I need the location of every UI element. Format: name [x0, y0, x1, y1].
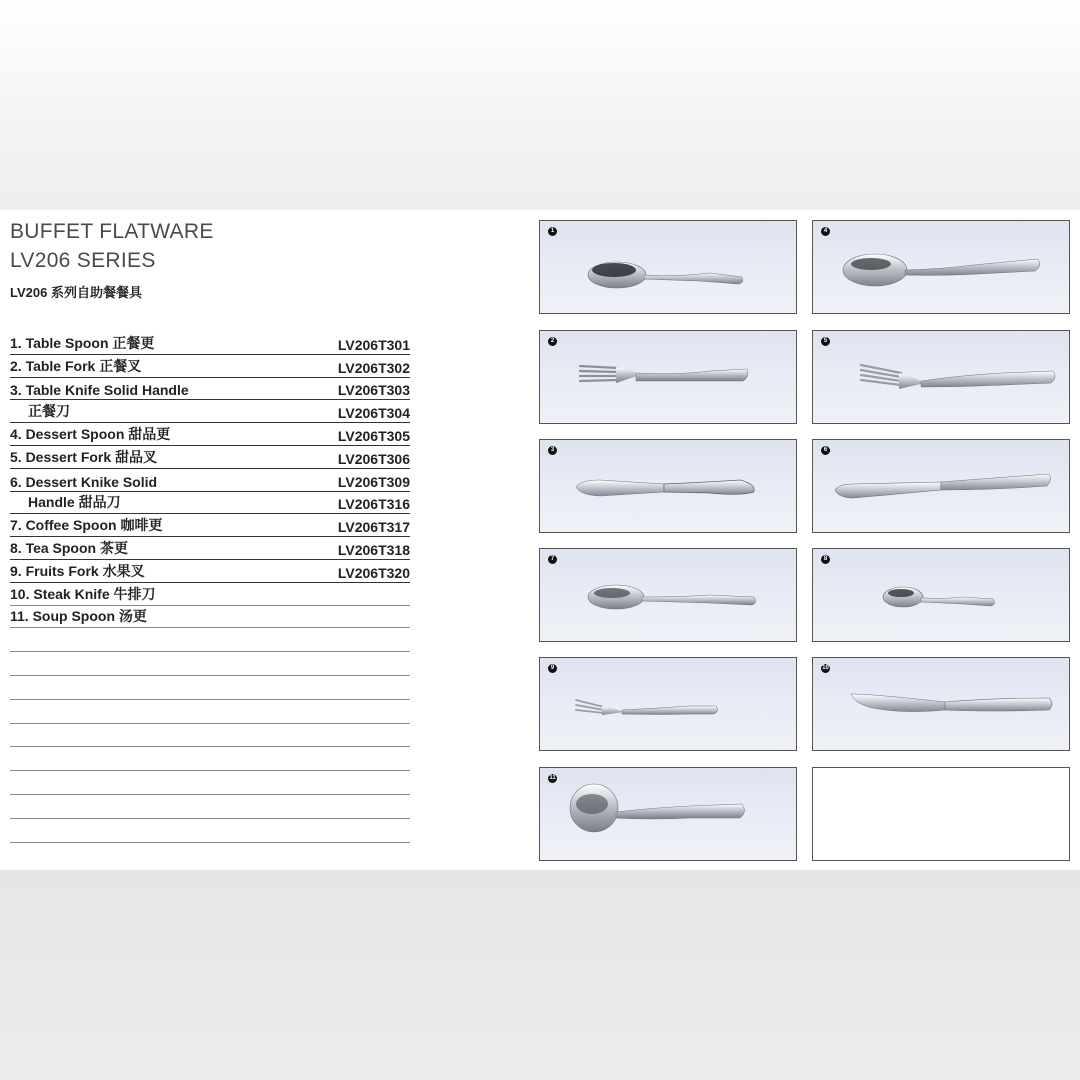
product-label: 9. Fruits Fork 水果叉 — [10, 562, 145, 579]
tile-number-badge: 6 — [821, 446, 830, 455]
product-code: LV206T304 — [337, 405, 410, 422]
dessert-spoon-icon — [813, 221, 1070, 314]
series-title: LV206 SERIES — [10, 249, 156, 272]
empty-tile — [812, 767, 1070, 861]
product-code: LV206T306 — [337, 450, 410, 467]
tile-number-badge: 2 — [548, 337, 557, 346]
photo-tile-9 — [539, 657, 797, 751]
product-label: 7. Coffee Spoon 咖啡更 — [10, 517, 163, 534]
product-label: 1. Table Spoon 正餐更 — [10, 334, 155, 351]
product-row — [10, 378, 410, 401]
blank-line — [10, 819, 410, 843]
blank-line — [10, 771, 410, 795]
tile-number-badge: 3 — [548, 446, 557, 455]
blank-line — [10, 676, 410, 700]
dessert-knife-icon — [813, 440, 1070, 533]
tile-number-badge: 10 — [822, 665, 829, 671]
product-label: 正餐刀 — [28, 403, 70, 420]
product-code: LV206T309 — [337, 473, 410, 490]
tile-number-badge: 5 — [821, 337, 830, 346]
photo-tile-2 — [539, 330, 797, 424]
product-code: LV206T303 — [337, 382, 410, 399]
photo-tile-8 — [812, 548, 1070, 642]
blank-line — [10, 628, 410, 652]
product-label: 10. Steak Knife 牛排刀 — [10, 585, 156, 602]
blank-line — [10, 724, 410, 748]
table-fork-icon — [540, 331, 797, 424]
product-code: LV206T317 — [337, 519, 410, 536]
tile-number-badge: 4 — [821, 227, 830, 236]
table-spoon-icon — [540, 221, 797, 314]
product-code: LV206T302 — [337, 359, 410, 376]
background-top — [0, 0, 1080, 210]
product-label: Handle 甜品刀 — [28, 494, 121, 511]
catalog-title: BUFFET FLATWARE — [10, 220, 214, 243]
photo-tile-7 — [539, 548, 797, 642]
product-row — [10, 355, 410, 378]
product-label: 5. Dessert Fork 甜品叉 — [10, 448, 158, 465]
product-row — [10, 446, 410, 469]
photo-tile-3 — [539, 439, 797, 533]
product-row — [10, 606, 410, 629]
blank-line — [10, 795, 410, 819]
tea-spoon-icon — [813, 549, 1070, 642]
product-list — [10, 332, 410, 843]
blank-line — [10, 700, 410, 724]
coffee-spoon-icon — [540, 549, 797, 642]
product-code: LV206T316 — [337, 496, 410, 513]
product-row — [10, 560, 410, 583]
product-row — [10, 469, 410, 492]
product-row — [10, 423, 410, 446]
catalog-sheet — [0, 210, 1080, 870]
product-label: 11. Soup Spoon 汤更 — [10, 608, 147, 625]
tile-number-badge: 11 — [549, 775, 556, 781]
series-subtitle-chinese: LV206 系列自助餐餐具 — [10, 285, 142, 300]
product-row — [10, 400, 410, 423]
soup-spoon-icon — [540, 768, 797, 861]
product-label: 4. Dessert Spoon 甜品更 — [10, 425, 171, 442]
photo-tile-5 — [812, 330, 1070, 424]
product-code: LV206T318 — [337, 541, 410, 558]
dessert-fork-icon — [813, 331, 1070, 424]
product-row — [10, 492, 410, 515]
blank-line — [10, 652, 410, 676]
product-row — [10, 583, 410, 606]
product-code: LV206T301 — [337, 336, 410, 353]
photo-tile-1 — [539, 220, 797, 314]
photo-tile-10 — [812, 657, 1070, 751]
product-label: 3. Table Knife Solid Handle — [10, 382, 189, 399]
product-row — [10, 332, 410, 355]
photo-tile-4 — [812, 220, 1070, 314]
product-label: 6. Dessert Knike Solid — [10, 473, 158, 490]
product-row — [10, 537, 410, 560]
product-row — [10, 514, 410, 537]
tile-number-badge: 8 — [821, 555, 830, 564]
tile-number-badge: 7 — [548, 555, 557, 564]
product-code: LV206T320 — [337, 564, 410, 581]
product-label: 2. Table Fork 正餐叉 — [10, 357, 142, 374]
tile-number-badge: 9 — [548, 664, 557, 673]
tile-number-badge: 1 — [548, 227, 557, 236]
table-knife-icon — [540, 440, 797, 533]
background-bottom — [0, 870, 1080, 1080]
product-code: LV206T305 — [337, 427, 410, 444]
steak-knife-icon — [813, 658, 1070, 751]
product-label: 8. Tea Spoon 茶更 — [10, 539, 128, 556]
blank-line — [10, 747, 410, 771]
fruits-fork-icon — [540, 658, 797, 751]
photo-tile-6 — [812, 439, 1070, 533]
photo-tile-11 — [539, 767, 797, 861]
